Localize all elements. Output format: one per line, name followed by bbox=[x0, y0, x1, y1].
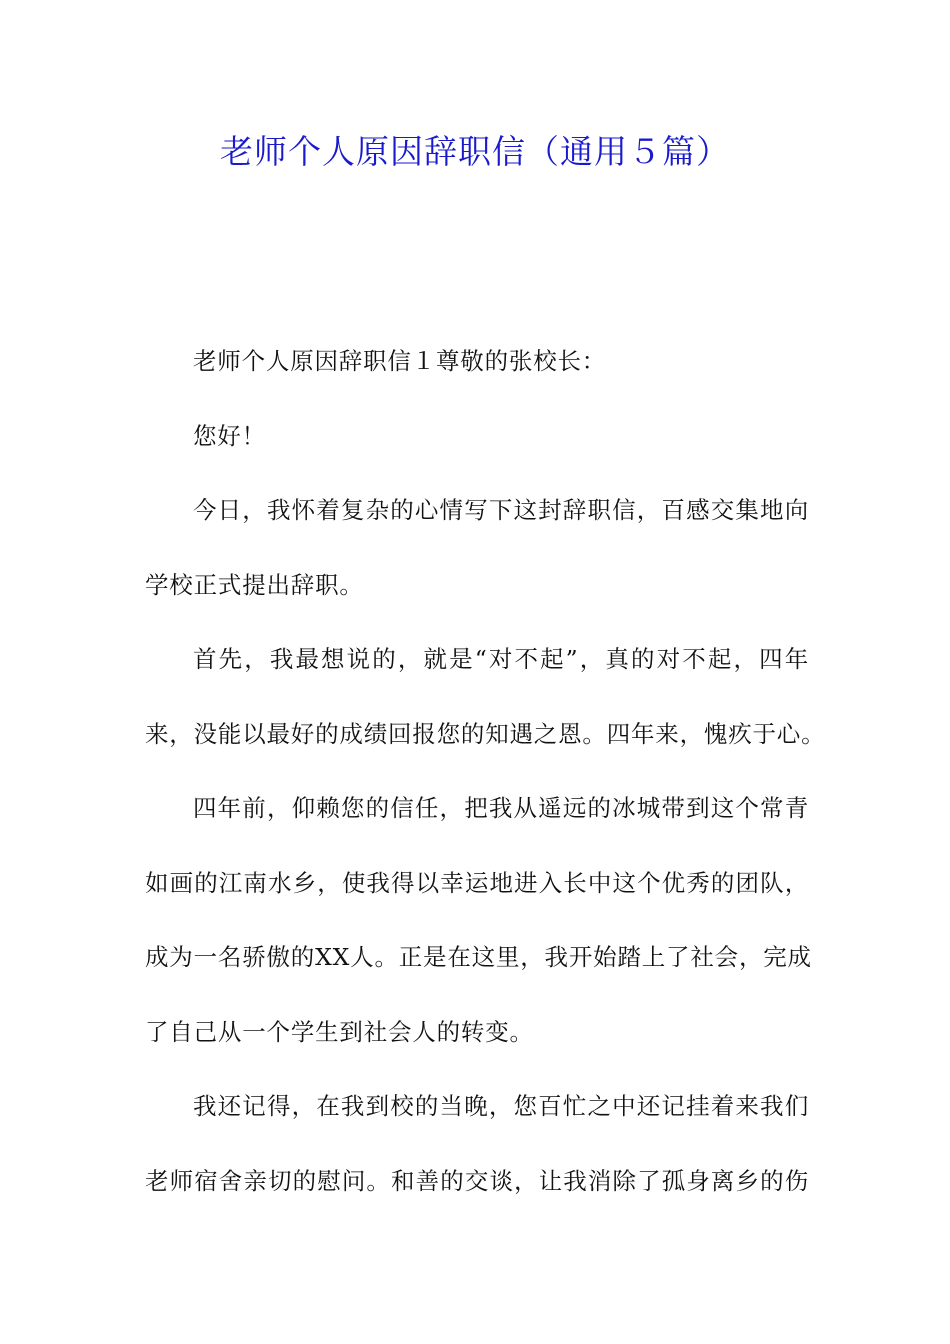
body-line: 学校正式提出辞职。 bbox=[145, 570, 364, 599]
body-line: 了自己从一个学生到社会人的转变。 bbox=[145, 1017, 534, 1046]
document-title: 老师个人原因辞职信（通用５篇） bbox=[220, 132, 730, 171]
body-line: 老师个人原因辞职信１尊敬的张校长： bbox=[193, 347, 607, 375]
body-line: 您好！ bbox=[193, 421, 266, 450]
body-line: 四年前，仰赖您的信任，把我从遥远的冰城带到这个常青 bbox=[193, 794, 809, 822]
body-line: 老师宿舍亲切的慰问。和善的交谈，让我消除了孤身离乡的伤 bbox=[145, 1166, 809, 1195]
body-line: 来，没能以最好的成绩回报您的知遇之恩。四年来，愧疚于心。 bbox=[145, 719, 826, 748]
body-line: 如画的江南水乡，使我得以幸运地进入长中这个优秀的团队， bbox=[145, 868, 809, 897]
body-line: 我还记得，在我到校的当晚，您百忙之中还记挂着来我们 bbox=[193, 1092, 809, 1120]
body-line: 成为一名骄傲的XX人。正是在这里，我开始踏上了社会，完成 bbox=[145, 943, 812, 971]
document-body bbox=[145, 336, 826, 1230]
body-line: 今日，我怀着复杂的心情写下这封辞职信，百感交集地向 bbox=[193, 496, 809, 524]
body-line: 首先，我最想说的，就是“对不起”，真的对不起，四年 bbox=[193, 645, 809, 673]
